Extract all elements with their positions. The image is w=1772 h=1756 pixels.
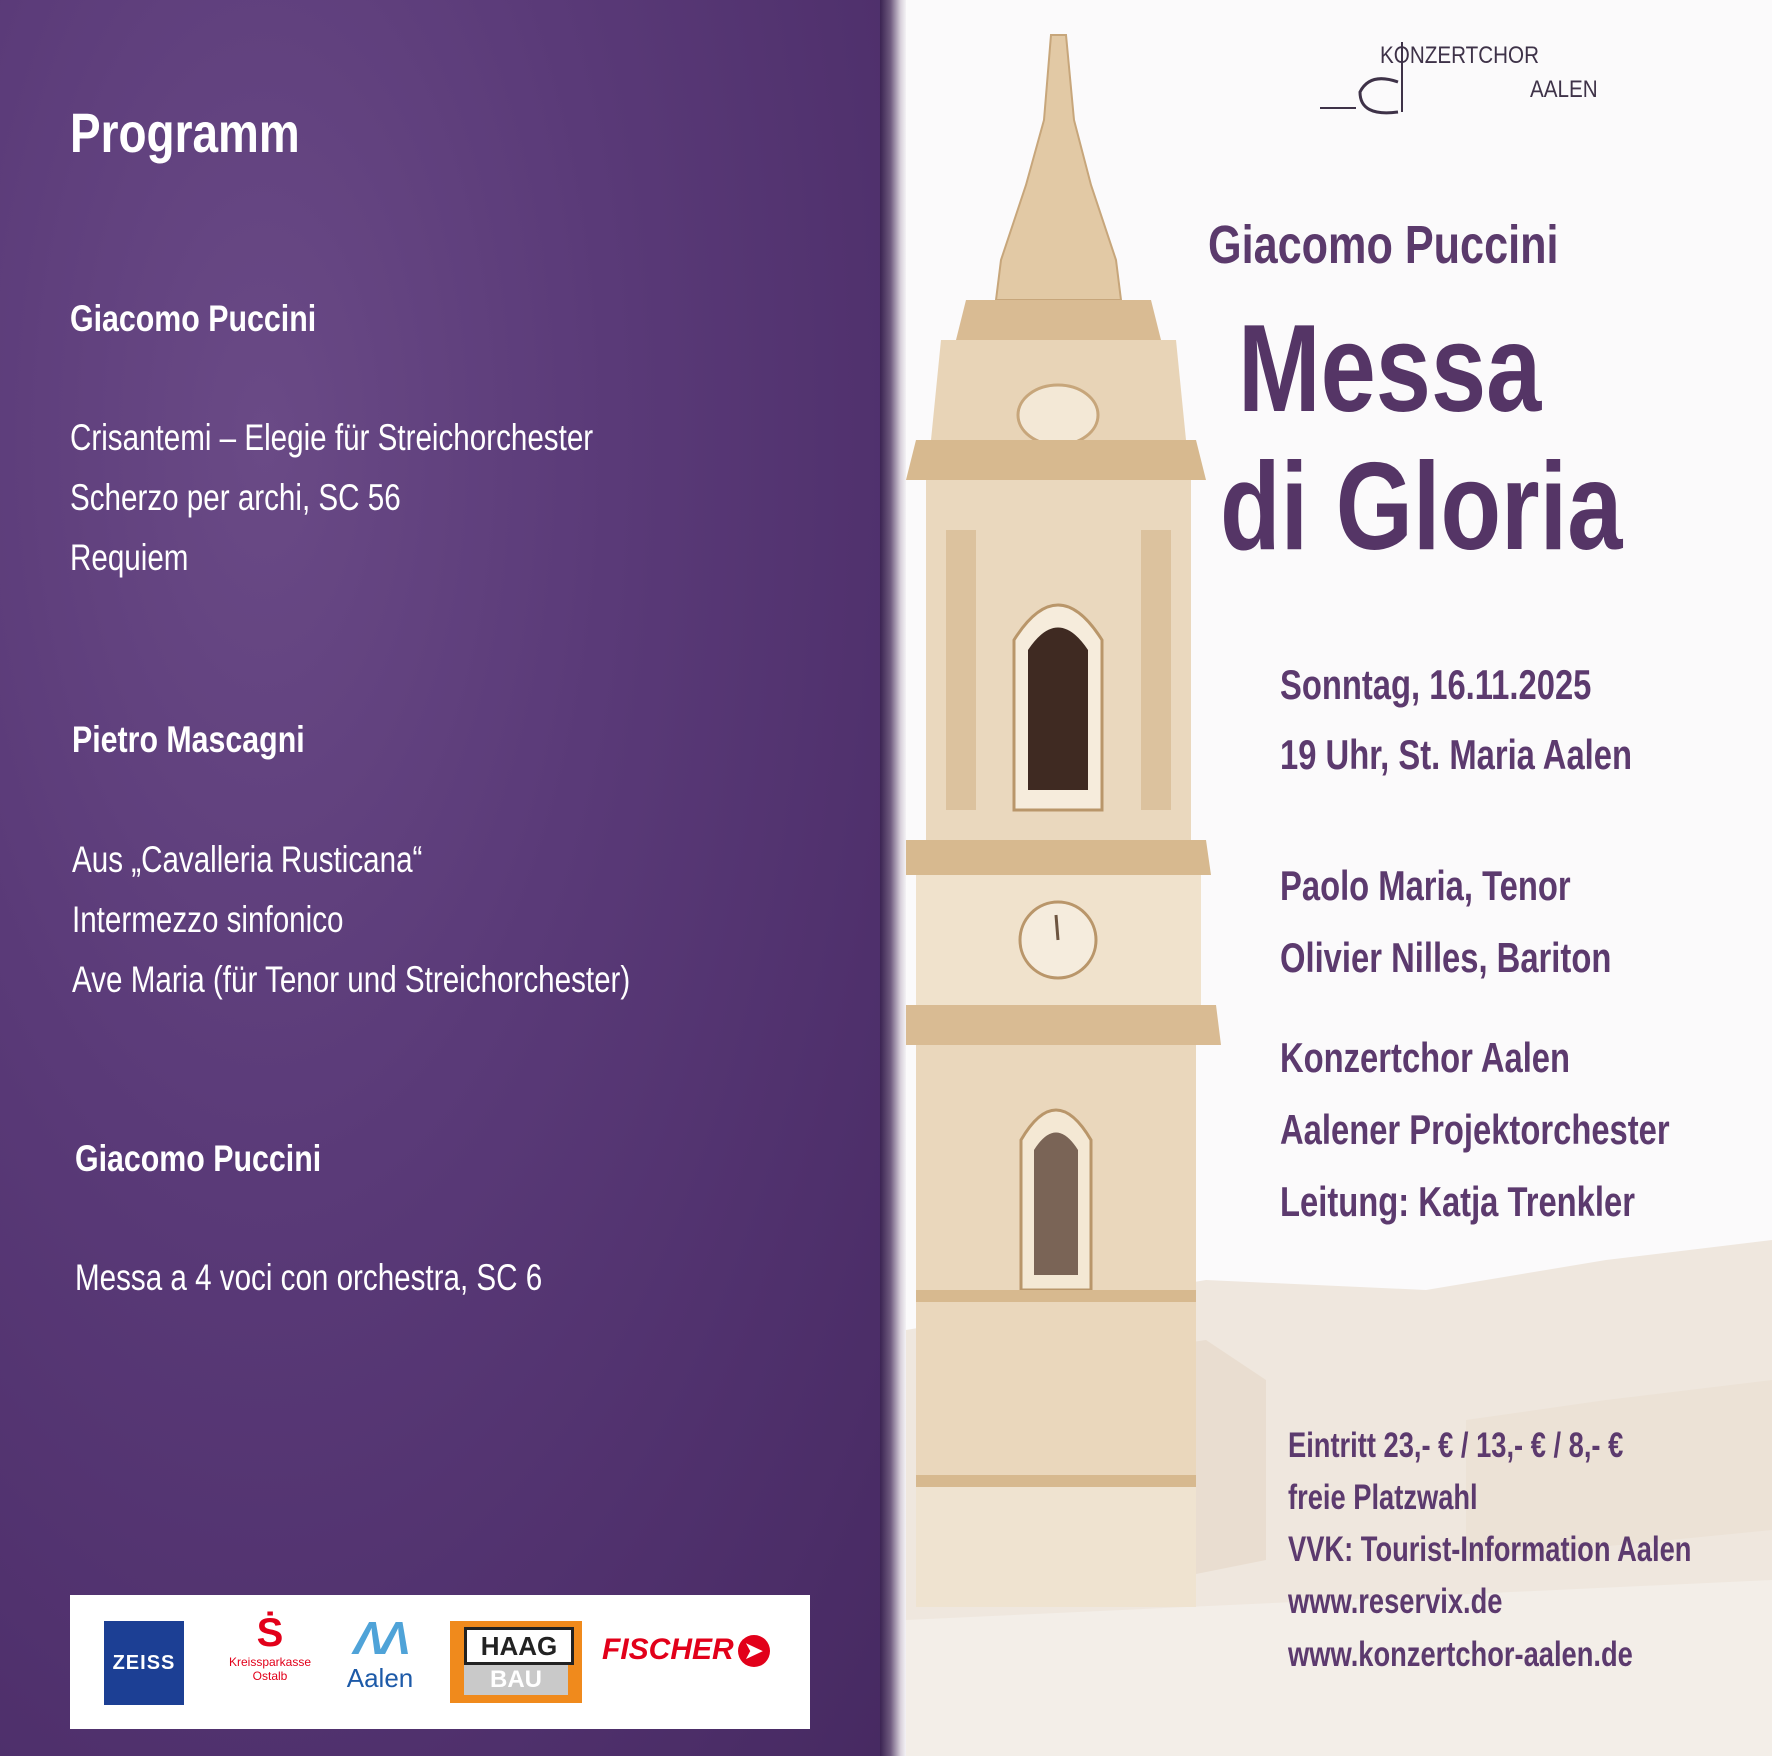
program-panel (0, 0, 880, 1756)
work-list (70, 408, 593, 588)
work-list (72, 830, 630, 1010)
soloist: Olivier Nilles, Bariton (1280, 934, 1612, 981)
kreissparkasse-label: Kreissparkasse (228, 1655, 312, 1669)
composer-heading: Pietro Mascagni (72, 719, 305, 760)
work-title-line-2: di Gloria (1220, 438, 1623, 576)
work-item: Ave Maria (für Tenor und Streichorchester) (72, 959, 631, 1000)
presale-info: VVK: Tourist-Information Aalen (1288, 1530, 1692, 1569)
ticket-info (1288, 1420, 1691, 1628)
haag-label: HAAG (464, 1627, 574, 1665)
work-item: Requiem (70, 537, 189, 578)
bau-label: BAU (464, 1665, 568, 1695)
fischer-arrow-icon: ➤ (738, 1635, 770, 1667)
concert-date: Sonntag, 16.11.2025 (1280, 661, 1592, 708)
work-title-line-1: Messa (1238, 300, 1542, 438)
haag-bau-logo (450, 1621, 582, 1703)
fischer-label: FISCHER (602, 1633, 734, 1666)
choir-name: Konzertchor Aalen (1280, 1034, 1571, 1081)
sponsor-bar (70, 1595, 810, 1729)
kreissparkasse-logo (210, 1611, 330, 1683)
work-item: Scherzo per archi, SC 56 (70, 477, 401, 518)
website-link[interactable]: www.konzertchor-aalen.de (1288, 1635, 1633, 1674)
work-item: Intermezzo sinfonico (72, 899, 344, 940)
sparkasse-s-icon: Ṡ (256, 1611, 284, 1655)
work-item: Aus „Cavalleria Rusticana“ (72, 839, 423, 880)
ticket-price: Eintritt 23,- € / 13,- € / 8,- € (1288, 1426, 1624, 1465)
conductor: Leitung: Katja Trenkler (1280, 1178, 1635, 1225)
program-title: Programm (70, 101, 300, 164)
soloists-block (1280, 850, 1611, 994)
work-item: Messa a 4 voci con orchestra, SC 6 (75, 1257, 543, 1298)
logo-line-1: KONZERTCHOR (1380, 42, 1540, 69)
zeiss-logo: ZEISS (104, 1621, 184, 1705)
concert-time-place: 19 Uhr, St. Maria Aalen (1280, 731, 1632, 778)
aalen-logo (320, 1613, 440, 1693)
seating-info: freie Platzwahl (1288, 1478, 1478, 1517)
work-item: Crisantemi – Elegie für Streichorchester (70, 417, 594, 458)
page-fold (880, 0, 906, 1756)
logo-line-2: AALEN (1530, 76, 1598, 103)
composer-name: Giacomo Puccini (1208, 215, 1559, 275)
orchestra-name: Aalener Projektorchester (1280, 1106, 1670, 1153)
aalen-label: Aalen (346, 1663, 414, 1693)
composer-heading: Giacomo Puccini (75, 1138, 322, 1179)
date-block (1280, 650, 1632, 790)
work-list (75, 1248, 542, 1308)
presale-link[interactable]: www.reservix.de (1288, 1582, 1503, 1621)
aalen-mark-icon: ΛΛ (353, 1612, 407, 1664)
kreissparkasse-region: Ostalb (252, 1669, 288, 1683)
composer-heading: Giacomo Puccini (70, 298, 317, 339)
ensemble-block (1280, 1022, 1670, 1238)
fischer-logo (602, 1633, 770, 1667)
soloist: Paolo Maria, Tenor (1280, 862, 1571, 909)
